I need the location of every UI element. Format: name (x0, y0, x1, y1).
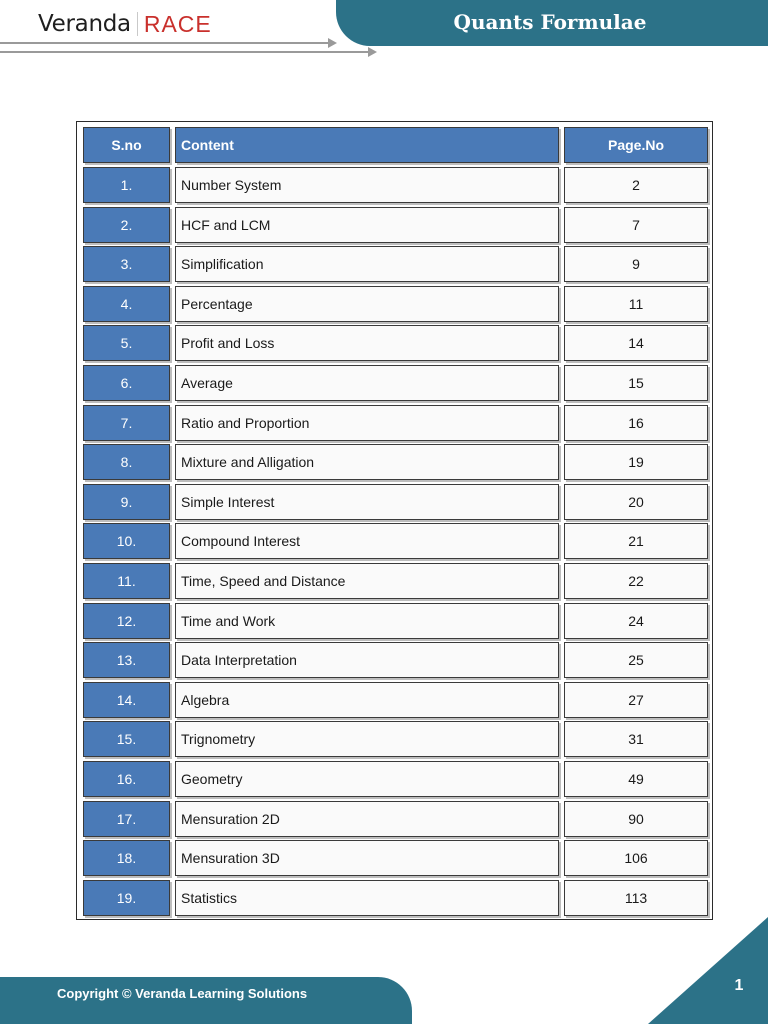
row-content: Mensuration 2D (175, 801, 559, 837)
row-sno: 11. (83, 563, 170, 599)
row-content: Percentage (175, 286, 559, 322)
row-sno: 2. (83, 207, 170, 243)
header-arrow-line-upper (0, 42, 330, 44)
row-content: Trignometry (175, 721, 559, 757)
row-page-number: 49 (564, 761, 708, 797)
row-sno: 4. (83, 286, 170, 322)
row-page-number: 9 (564, 246, 708, 282)
row-page-number: 27 (564, 682, 708, 718)
table-row (77, 246, 712, 282)
table-row (77, 325, 712, 361)
row-page-number: 106 (564, 840, 708, 876)
table-header-row (77, 127, 712, 163)
row-content: Ratio and Proportion (175, 405, 559, 441)
row-page-number: 14 (564, 325, 708, 361)
row-sno: 19. (83, 880, 170, 916)
row-sno: 8. (83, 444, 170, 480)
logo-race: RACE (143, 10, 212, 37)
contents-table (76, 121, 713, 920)
row-sno: 5. (83, 325, 170, 361)
header-arrow-line-lower (0, 51, 370, 53)
row-sno: 12. (83, 603, 170, 639)
table-row (77, 167, 712, 203)
table-row (77, 405, 712, 441)
column-header-sno: S.no (83, 127, 170, 163)
table-row (77, 365, 712, 401)
row-sno: 14. (83, 682, 170, 718)
row-content: Data Interpretation (175, 642, 559, 678)
row-sno: 16. (83, 761, 170, 797)
row-content: Number System (175, 167, 559, 203)
row-page-number: 7 (564, 207, 708, 243)
row-page-number: 20 (564, 484, 708, 520)
page-number: 1 (734, 977, 744, 994)
row-content: Algebra (175, 682, 559, 718)
row-page-number: 113 (564, 880, 708, 916)
table-row (77, 721, 712, 757)
row-content: Compound Interest (175, 523, 559, 559)
row-content: Time, Speed and Distance (175, 563, 559, 599)
row-page-number: 11 (564, 286, 708, 322)
row-content: Mensuration 3D (175, 840, 559, 876)
logo-veranda: Veranda (38, 11, 131, 37)
row-sno: 13. (83, 642, 170, 678)
footer-copyright: Copyright © Veranda Learning Solutions (57, 986, 308, 1001)
row-sno: 3. (83, 246, 170, 282)
table-row (77, 880, 712, 916)
row-page-number: 22 (564, 563, 708, 599)
row-sno: 6. (83, 365, 170, 401)
table-row (77, 642, 712, 678)
table-row (77, 523, 712, 559)
table-row (77, 207, 712, 243)
row-sno: 10. (83, 523, 170, 559)
row-page-number: 90 (564, 801, 708, 837)
row-content: HCF and LCM (175, 207, 559, 243)
table-row (77, 444, 712, 480)
row-page-number: 19 (564, 444, 708, 480)
row-page-number: 21 (564, 523, 708, 559)
arrow-right-icon (368, 47, 377, 57)
table-row (77, 761, 712, 797)
row-page-number: 25 (564, 642, 708, 678)
table-row (77, 484, 712, 520)
row-content: Simplification (175, 246, 559, 282)
column-header-content: Content (175, 127, 559, 163)
row-page-number: 15 (564, 365, 708, 401)
row-sno: 17. (83, 801, 170, 837)
row-page-number: 2 (564, 167, 708, 203)
logo-divider (137, 12, 138, 36)
row-page-number: 16 (564, 405, 708, 441)
footer-corner-triangle (648, 917, 768, 1024)
row-content: Mixture and Alligation (175, 444, 559, 480)
table-row (77, 563, 712, 599)
row-content: Profit and Loss (175, 325, 559, 361)
column-header-page: Page.No (564, 127, 708, 163)
brand-logo (38, 6, 212, 42)
row-sno: 9. (83, 484, 170, 520)
row-sno: 15. (83, 721, 170, 757)
row-page-number: 24 (564, 603, 708, 639)
row-sno: 18. (83, 840, 170, 876)
table-row (77, 840, 712, 876)
table-row (77, 801, 712, 837)
row-content: Simple Interest (175, 484, 559, 520)
row-page-number: 31 (564, 721, 708, 757)
row-sno: 1. (83, 167, 170, 203)
table-row (77, 286, 712, 322)
row-content: Geometry (175, 761, 559, 797)
table-row (77, 682, 712, 718)
row-content: Average (175, 365, 559, 401)
row-content: Statistics (175, 880, 559, 916)
page-title: Quants Formulae (453, 10, 647, 34)
row-content: Time and Work (175, 603, 559, 639)
row-sno: 7. (83, 405, 170, 441)
table-row (77, 603, 712, 639)
arrow-right-icon (328, 38, 337, 48)
